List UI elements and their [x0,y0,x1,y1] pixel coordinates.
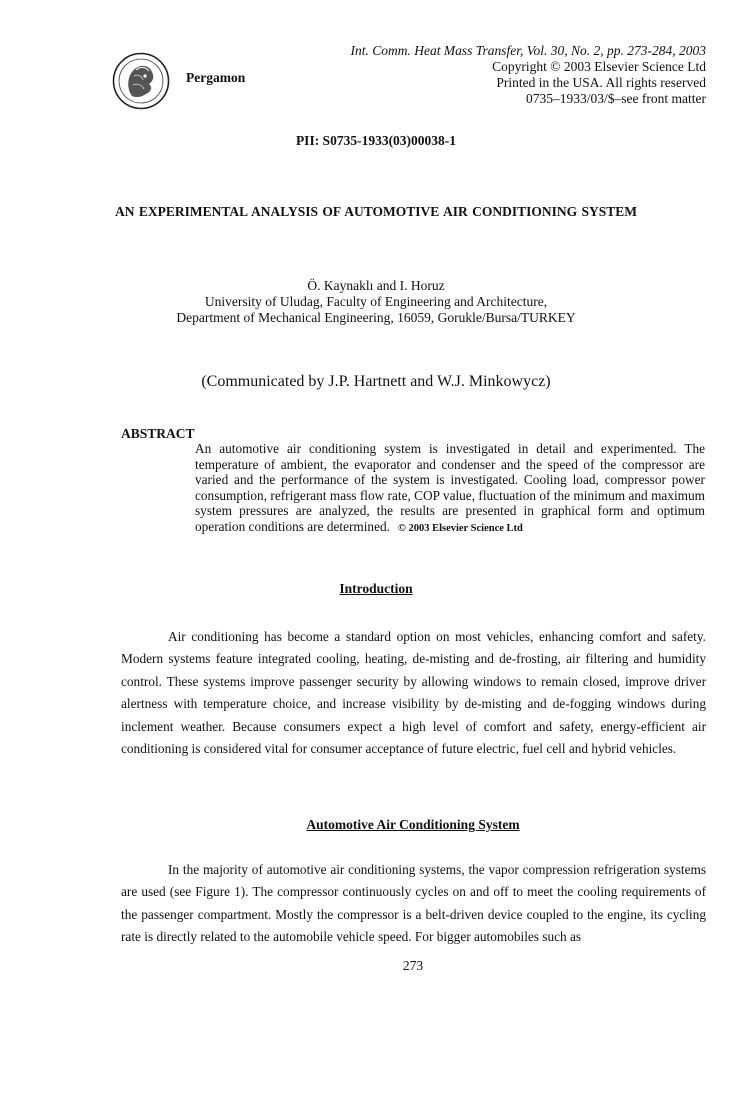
journal-info [350,43,706,107]
author-names: Ö. Kaynaklı and I. Horuz [307,278,445,293]
automotive-ac-paragraph [121,859,706,949]
issn-line: 0735–1933/03/$–see front matter [526,91,706,106]
affiliation-line-2: Department of Mechanical Engineering, 16059, Gorukle/Bursa/TURKEY [176,310,576,325]
journal-citation: Int. Comm. Heat Mass Transfer, Vol. 30, No. 2, pp. 273-284, 2003 [350,43,706,58]
introduction-text: Air conditioning has become a standard option on most vehicles, enhancing comfort and safety. Modern systems feature integrated cooling, heating, de-misting and de-frosting, air filtering and humidity control. These systems improve passenger security by allowing windows to remain closed, improve driver alertness with temperature choice, and increase visibility by de-misting and de-fogging windows during inclement weather. Because consumers expect a high level of comfort and safety, energy-efficient air conditioning is considered vital for consumer acceptance of future electric, fuel cell and hybrid vehicles. [121,629,706,757]
publisher-name: Pergamon [186,70,246,85]
printed-line: Printed in the USA. All rights reserved [496,75,706,90]
copyright-line: Copyright © 2003 Elsevier Science Ltd [492,59,706,74]
abstract-body [195,441,705,536]
section-heading-introduction: Introduction [339,581,413,596]
section-heading-automotive-ac: Automotive Air Conditioning System [306,817,520,832]
paper-title: AN EXPERIMENTAL ANALYSIS OF AUTOMOTIVE AIR CONDITIONING SYSTEM [115,204,637,219]
abstract-copyright: © 2003 Elsevier Science Ltd [397,522,523,534]
author-block [0,278,752,326]
pii-identifier: PII: S0735-1933(03)00038-1 [295,133,457,148]
introduction-paragraph [121,626,706,760]
affiliation-line-1: University of Uludag, Faculty of Engineering and Architecture, [204,294,548,309]
automotive-ac-text: In the majority of automotive air conditioning systems, the vapor compression refrigeration systems are used (see Figure 1). The compressor continuously cycles on and off to meet the cooling requirements of the passenger compartment. Mostly the compressor is a belt-driven device coupled to the engine, its cycling rate is directly related to the automobile vehicle speed. For bigger automobiles such as [121,862,706,945]
abstract-heading: ABSTRACT [121,426,195,441]
page-number: 273 [402,958,424,973]
publisher-logo [112,52,170,110]
communicated-by: (Communicated by J.P. Hartnett and W.J. Minkowycz) [201,373,551,390]
abstract-text: An automotive air conditioning system is investigated in detail and experimented. The temperature of ambient, the evaporator and condenser and the speed of the compressor are varied and the performance of the system is investigated. Cooling load, compressor power consumption, refrigerant mass flow rate, COP value, fluctuation of the minimum and maximum system pressures are analyzed, the results are presented in graphical form and optimum operation conditions are determined. [195,441,705,534]
